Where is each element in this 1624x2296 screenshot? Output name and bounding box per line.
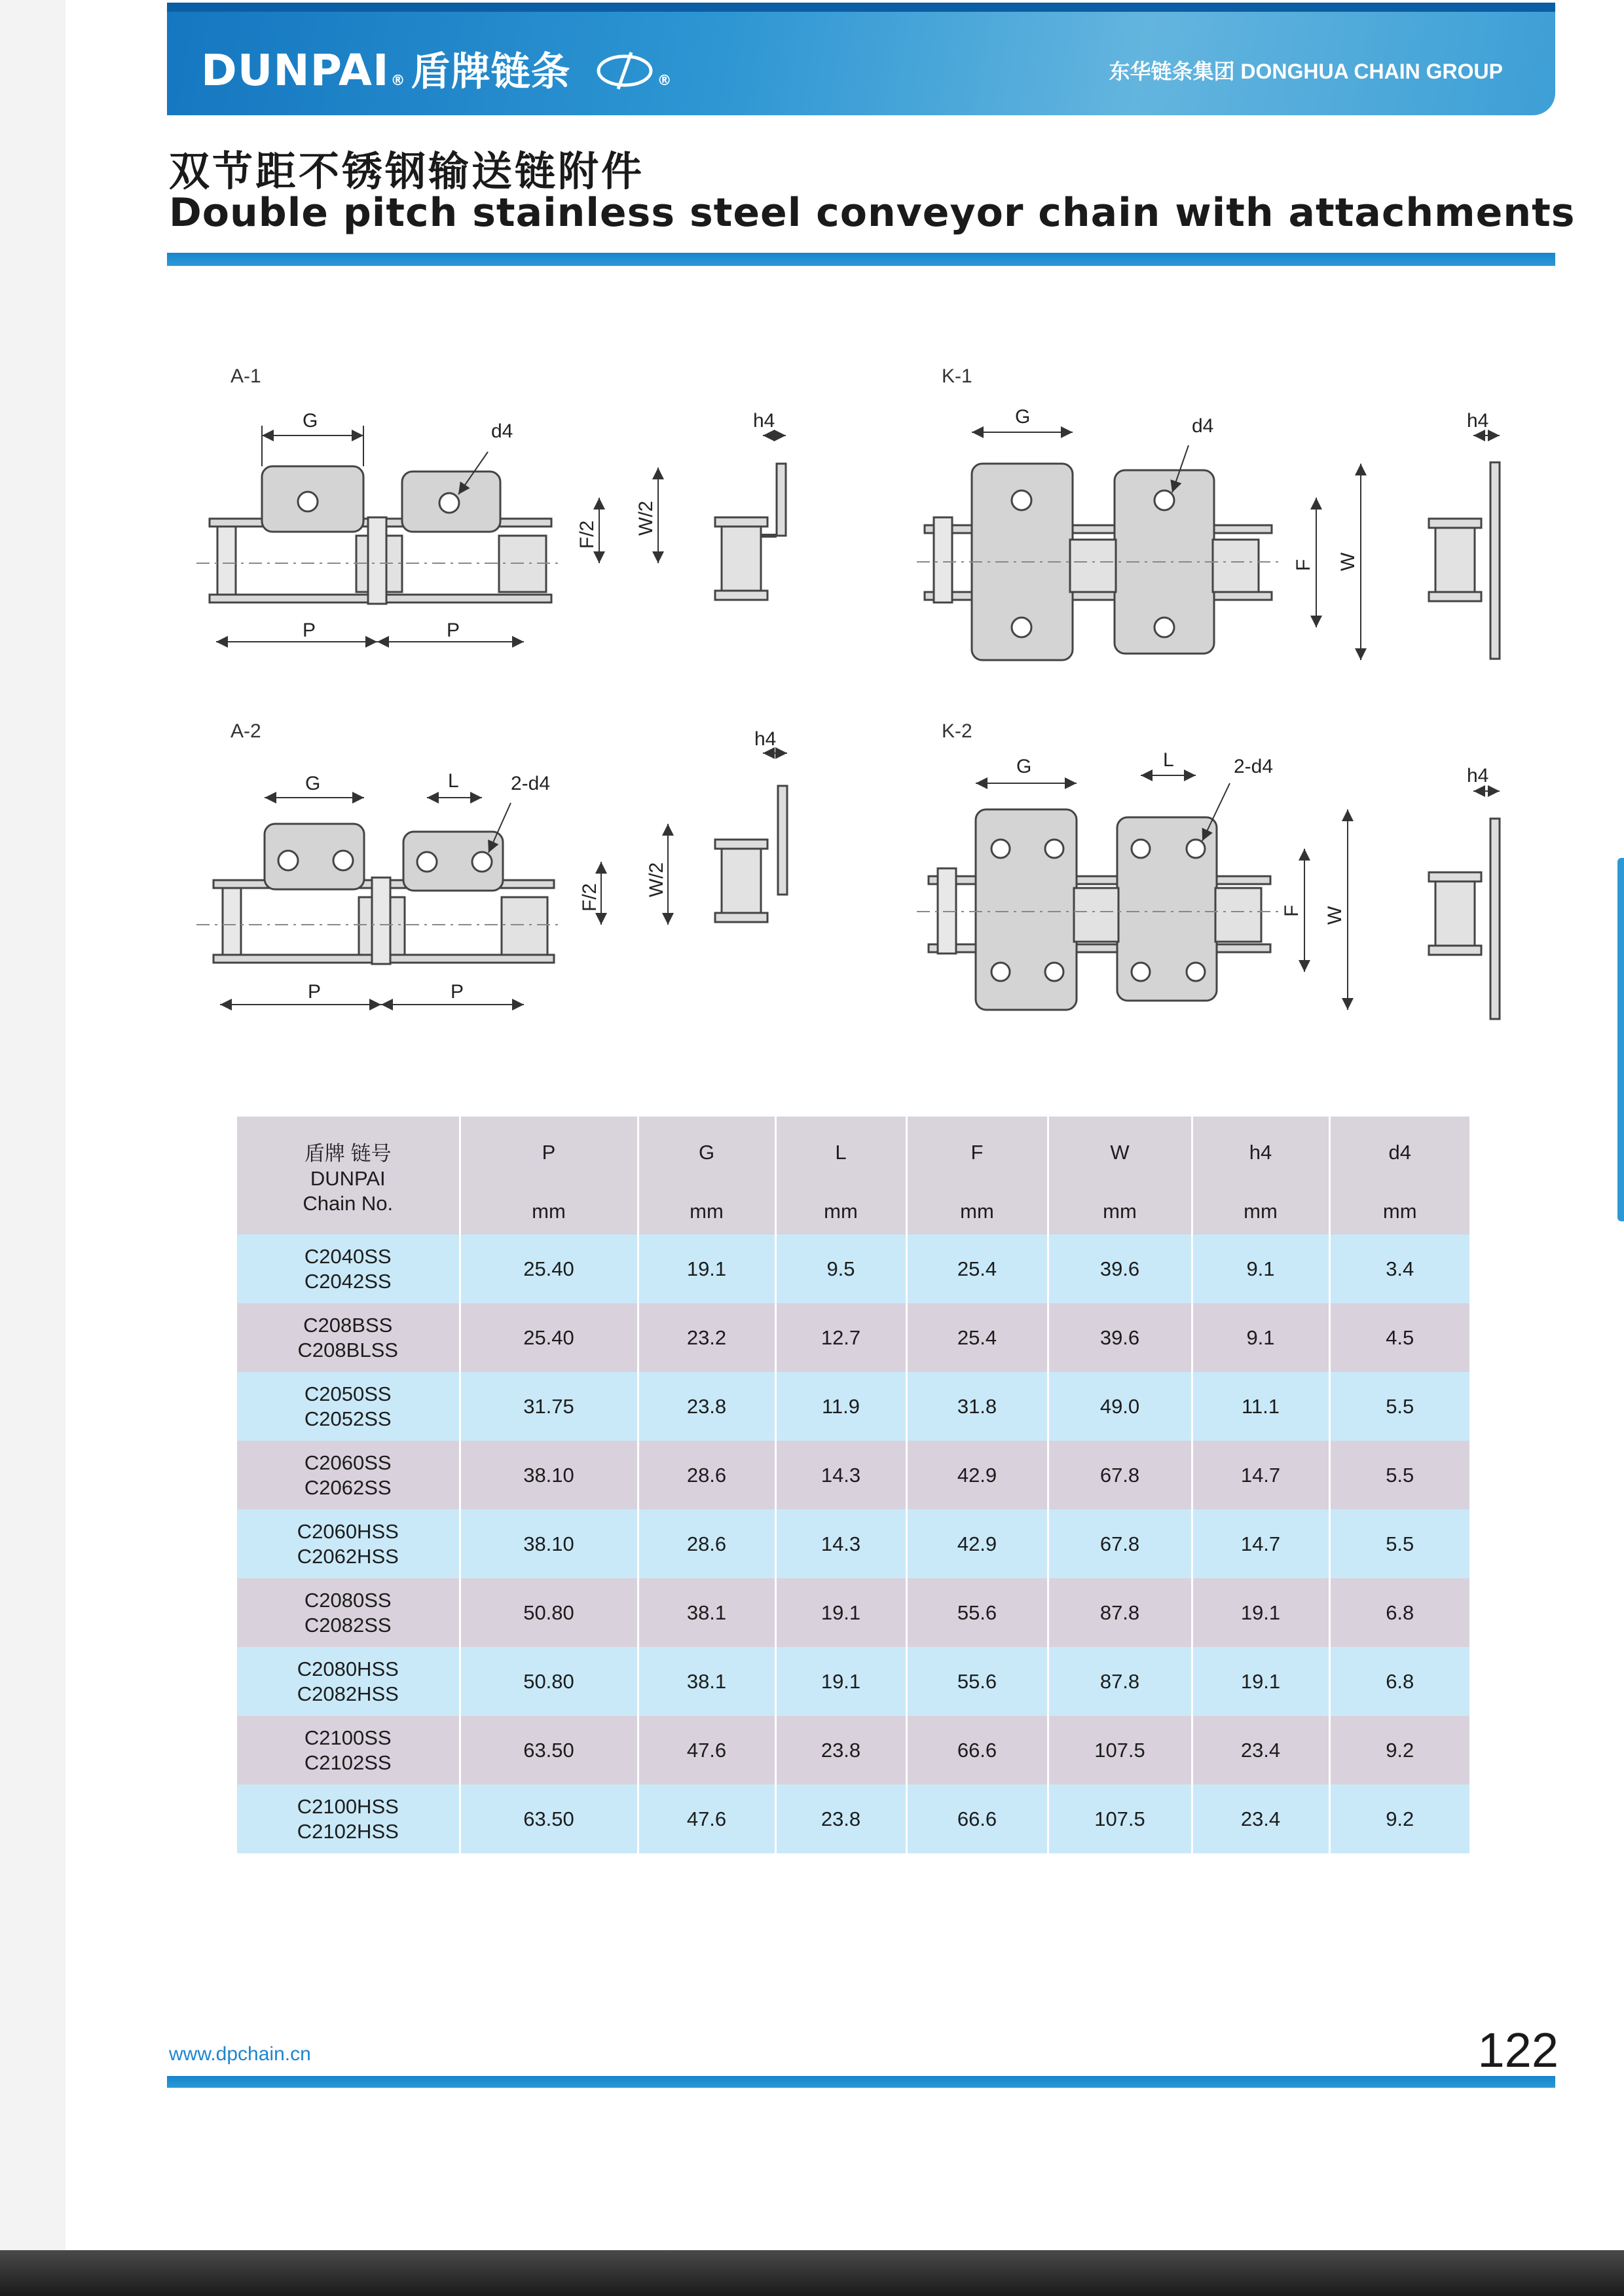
table-row	[237, 1303, 1469, 1372]
diagram-k1-label: K-1	[942, 365, 972, 387]
value-cell-l: 14.3	[775, 1441, 906, 1509]
chain-number: C2050SS	[304, 1382, 392, 1405]
value-cell-p: 50.80	[460, 1578, 638, 1647]
table-row	[237, 1372, 1469, 1441]
value-cell-w: 67.8	[1048, 1509, 1192, 1578]
chain-number: C2100SS	[304, 1726, 392, 1749]
value-cell-d4: 3.4	[1329, 1234, 1469, 1303]
chain-number: C2102SS	[304, 1750, 392, 1774]
value-cell-l: 19.1	[775, 1578, 906, 1647]
value-cell-d4: 5.5	[1329, 1509, 1469, 1578]
diagram-k2	[917, 720, 1500, 1019]
value-cell-l: 23.8	[775, 1716, 906, 1785]
value-cell-d4: 5.5	[1329, 1441, 1469, 1509]
value-cell-f: 55.6	[906, 1578, 1048, 1647]
chain-no-header: 盾牌 链号 DUNPAI Chain No.	[237, 1117, 460, 1234]
attachment-diagrams	[0, 0, 1624, 1081]
spec-table-body	[237, 1234, 1469, 1853]
chain-number: C208BLSS	[297, 1338, 398, 1361]
chain-number-cell	[237, 1441, 460, 1509]
dim-f: F	[1281, 904, 1302, 917]
chain-number-cell	[237, 1234, 460, 1303]
unit-l: mm	[775, 1189, 906, 1234]
registered-mark-2: ®	[657, 73, 673, 89]
dim-g: G	[1016, 756, 1032, 777]
chain-number: C2082HSS	[297, 1682, 399, 1705]
value-cell-h4: 19.1	[1192, 1647, 1329, 1716]
value-cell-f: 42.9	[906, 1441, 1048, 1509]
chain-number-cell	[237, 1716, 460, 1785]
value-cell-p: 63.50	[460, 1785, 638, 1853]
chain-number: C2040SS	[304, 1244, 392, 1268]
dim-p-1: P	[303, 620, 316, 641]
group-name: 东华链条集团 DONGHUA CHAIN GROUP	[1109, 60, 1503, 83]
chain-number: C208BSS	[303, 1313, 393, 1337]
value-cell-d4: 9.2	[1329, 1716, 1469, 1785]
dim-h4: h4	[1467, 410, 1489, 432]
chain-number: C2052SS	[304, 1407, 392, 1430]
dim-w: W	[1324, 906, 1346, 925]
diagram-k1	[917, 365, 1500, 660]
dim-w: W	[1337, 552, 1359, 571]
col-header-f: F	[906, 1117, 1048, 1189]
value-cell-d4: 6.8	[1329, 1647, 1469, 1716]
value-cell-g: 38.1	[638, 1647, 775, 1716]
unit-h4: mm	[1192, 1189, 1329, 1234]
table-row	[237, 1647, 1469, 1716]
chain-number: C2100HSS	[297, 1794, 399, 1818]
diagram-a1	[196, 365, 786, 642]
value-cell-l: 12.7	[775, 1303, 906, 1372]
dim-h4: h4	[753, 410, 775, 432]
value-cell-d4: 5.5	[1329, 1372, 1469, 1441]
value-cell-f: 66.6	[906, 1716, 1048, 1785]
value-cell-g: 28.6	[638, 1441, 775, 1509]
value-cell-g: 38.1	[638, 1578, 775, 1647]
col-header-p: P	[460, 1117, 638, 1189]
chain-number: C2060SS	[304, 1451, 392, 1474]
unit-p: mm	[460, 1189, 638, 1234]
dim-2-d4: 2-d4	[1234, 756, 1274, 777]
value-cell-l: 9.5	[775, 1234, 906, 1303]
dim-f-half: F/2	[579, 883, 600, 912]
chain-number: C2062HSS	[297, 1544, 399, 1568]
value-cell-d4: 6.8	[1329, 1578, 1469, 1647]
value-cell-h4: 19.1	[1192, 1578, 1329, 1647]
dim-f: F	[1293, 559, 1314, 571]
chain-number-cell	[237, 1578, 460, 1647]
value-cell-w: 87.8	[1048, 1647, 1192, 1716]
value-cell-f: 25.4	[906, 1303, 1048, 1372]
diagram-a2-label: A-2	[231, 720, 261, 742]
value-cell-p: 25.40	[460, 1303, 638, 1372]
value-cell-p: 38.10	[460, 1441, 638, 1509]
spec-table	[237, 1117, 1469, 1853]
value-cell-f: 66.6	[906, 1785, 1048, 1853]
chain-number-cell	[237, 1785, 460, 1853]
chain-number-cell	[237, 1303, 460, 1372]
value-cell-g: 47.6	[638, 1785, 775, 1853]
value-cell-h4: 23.4	[1192, 1716, 1329, 1785]
table-row	[237, 1509, 1469, 1578]
value-cell-h4: 14.7	[1192, 1441, 1329, 1509]
diagram-k2-label: K-2	[942, 720, 972, 742]
chain-number: C2080HSS	[297, 1657, 399, 1680]
dim-g: G	[305, 773, 321, 794]
value-cell-h4: 9.1	[1192, 1234, 1329, 1303]
value-cell-p: 38.10	[460, 1509, 638, 1578]
col-header-d4: d4	[1329, 1117, 1469, 1189]
dim-g: G	[303, 410, 318, 432]
value-cell-p: 50.80	[460, 1647, 638, 1716]
dim-w-half: W/2	[635, 500, 657, 536]
dim-f-half: F/2	[576, 520, 598, 549]
value-cell-g: 23.2	[638, 1303, 775, 1372]
chain-number: C2080SS	[304, 1588, 392, 1612]
value-cell-w: 107.5	[1048, 1716, 1192, 1785]
value-cell-w: 67.8	[1048, 1441, 1192, 1509]
dim-p-2: P	[451, 981, 464, 1003]
value-cell-w: 39.6	[1048, 1234, 1192, 1303]
unit-w: mm	[1048, 1189, 1192, 1234]
unit-d4: mm	[1329, 1189, 1469, 1234]
value-cell-h4: 14.7	[1192, 1509, 1329, 1578]
value-cell-d4: 4.5	[1329, 1303, 1469, 1372]
value-cell-g: 19.1	[638, 1234, 775, 1303]
dim-l: L	[1163, 749, 1174, 771]
chain-number-cell	[237, 1372, 460, 1441]
value-cell-d4: 9.2	[1329, 1785, 1469, 1853]
value-cell-l: 14.3	[775, 1509, 906, 1578]
dim-d4: d4	[1192, 415, 1214, 437]
footer-rule	[167, 2076, 1555, 2088]
dim-g: G	[1015, 406, 1031, 428]
value-cell-w: 107.5	[1048, 1785, 1192, 1853]
table-row	[237, 1716, 1469, 1785]
value-cell-f: 25.4	[906, 1234, 1048, 1303]
dim-h4: h4	[754, 728, 777, 750]
value-cell-w: 87.8	[1048, 1578, 1192, 1647]
page-title-cn: 双节距不锈钢输送链附件	[169, 147, 645, 195]
chain-number-cell	[237, 1647, 460, 1716]
dim-l: L	[448, 770, 459, 792]
value-cell-f: 55.6	[906, 1647, 1048, 1716]
brand-name-cn: 盾牌链条	[411, 49, 571, 95]
value-cell-f: 31.8	[906, 1372, 1048, 1441]
value-cell-w: 49.0	[1048, 1372, 1192, 1441]
scan-bottom-band	[0, 2250, 1624, 2296]
dim-d4: d4	[491, 420, 513, 442]
dim-p-1: P	[308, 981, 322, 1003]
value-cell-g: 28.6	[638, 1509, 775, 1578]
diagram-a2	[196, 720, 787, 1005]
value-cell-p: 63.50	[460, 1716, 638, 1785]
value-cell-h4: 11.1	[1192, 1372, 1329, 1441]
table-row	[237, 1785, 1469, 1853]
dim-w-half: W/2	[646, 862, 667, 897]
value-cell-l: 23.8	[775, 1785, 906, 1853]
value-cell-l: 11.9	[775, 1372, 906, 1441]
unit-f: mm	[906, 1189, 1048, 1234]
chain-number: C2042SS	[304, 1269, 392, 1293]
col-header-l: L	[775, 1117, 906, 1189]
value-cell-h4: 9.1	[1192, 1303, 1329, 1372]
value-cell-l: 19.1	[775, 1647, 906, 1716]
registered-mark: ®	[390, 73, 406, 89]
dim-h4: h4	[1467, 765, 1489, 787]
col-header-h4: h4	[1192, 1117, 1329, 1189]
dim-2-d4: 2-d4	[511, 773, 551, 794]
table-row	[237, 1441, 1469, 1509]
value-cell-p: 25.40	[460, 1234, 638, 1303]
col-header-w: W	[1048, 1117, 1192, 1189]
col-header-g: G	[638, 1117, 775, 1189]
value-cell-f: 42.9	[906, 1509, 1048, 1578]
unit-g: mm	[638, 1189, 775, 1234]
brand-name: DUNPAI	[201, 45, 390, 96]
chain-number: C2102HSS	[297, 1819, 399, 1843]
table-row	[237, 1234, 1469, 1303]
chain-number: C2060HSS	[297, 1519, 399, 1543]
diagram-a1-label: A-1	[231, 365, 261, 387]
chain-number: C2062SS	[304, 1475, 392, 1499]
page-title-en: Double pitch stainless steel conveyor chain with attachments	[169, 190, 1576, 236]
value-cell-g: 47.6	[638, 1716, 775, 1785]
page-number: 122	[1477, 2023, 1559, 2077]
value-cell-h4: 23.4	[1192, 1785, 1329, 1853]
website-url[interactable]: www.dpchain.cn	[169, 2043, 311, 2065]
dim-p-2: P	[447, 620, 460, 641]
chain-number-cell	[237, 1509, 460, 1578]
value-cell-w: 39.6	[1048, 1303, 1192, 1372]
chain-number: C2082SS	[304, 1613, 392, 1637]
value-cell-g: 23.8	[638, 1372, 775, 1441]
table-row	[237, 1578, 1469, 1647]
value-cell-p: 31.75	[460, 1372, 638, 1441]
